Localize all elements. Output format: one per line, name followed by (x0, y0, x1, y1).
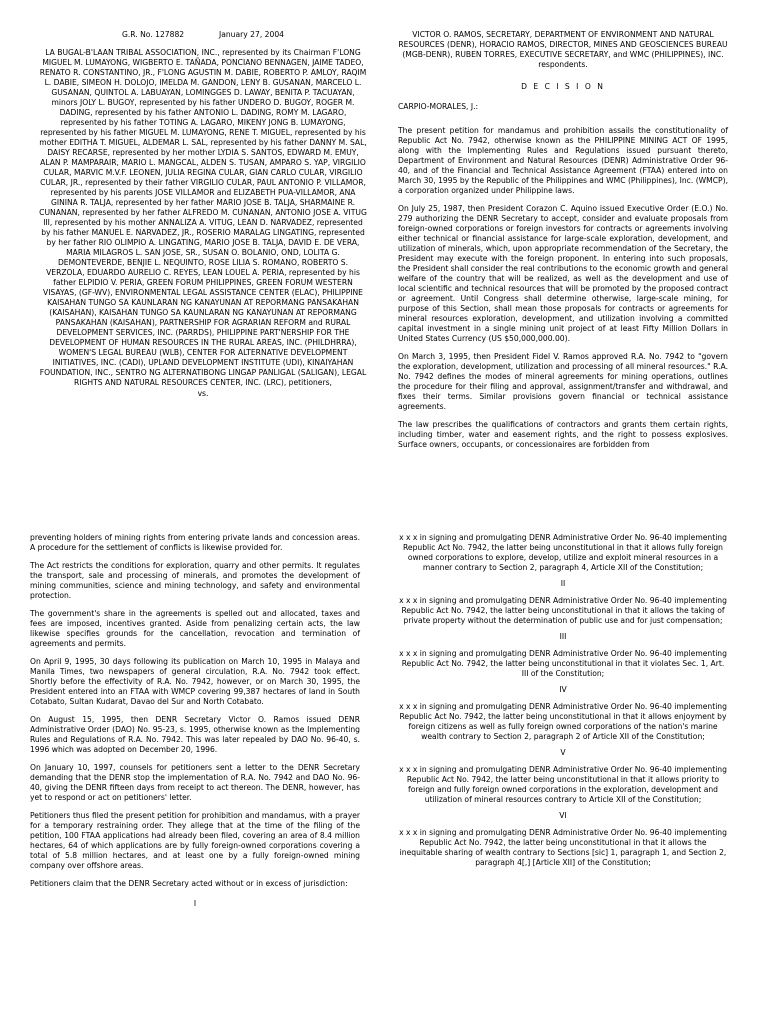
body-paragraph: The Act restricts the conditions for exploration, quarry and other permits. It regulates the transport, sale and processing of minerals, and promotes the development of mining communities, science and mining technology, and safety and environmental protection. (30, 561, 360, 600)
decision-intro-column (398, 30, 728, 458)
decision-paragraph: The present petition for mandamus and prohibition assails the constitutionality of Republic Act No. 7942, otherwise known as the PHILIPPINE MINING ACT OF 1995, along with the Implementing Rules and Regulations issued pursuant thereto, Department of Environment and Natural Resources (DENR) Administrative Order 96-40, and of the Financial and Technical Assistance Agreement (FTAA) entered into on March 30, 1995 by the Republic of the Philippines and WMC (Philippines), Inc. (WMCP), a corporation organized under Philippine laws. (398, 126, 728, 195)
ground-paragraph: x x x in signing and promulgating DENR Administrative Order No. 96-40 implementing Republic Act No. 7942, the latter being unconstitutional in that it allows the inequitable sharing of wealth contrary to Sections [sic] 1, paragraph 1, and Section 2, paragraph 4[,] [Article XII] of the Constitution; (399, 828, 727, 867)
decision-heading: D E C I S I O N (521, 82, 605, 91)
respondents-caption: VICTOR O. RAMOS, SECRETARY, DEPARTMENT OF ENVIRONMENT AND NATURAL RESOURCES (DENR), HORACIO RAMOS, DIRECTOR, MINES AND GEOSCIENCES BUREAU (MGB-DENR), RUBEN TORRES, EXECUTIVE SECRETARY, and WMC (PHILIPPINES), INC. respondents. (398, 30, 728, 69)
ground-paragraph: x x x in signing and promulgating DENR Administrative Order No. 96-40 implementing Republic Act No. 7942, the latter being unconstitutional in that it allows the taking of private property without the determination of public use and for just compensation; (399, 596, 727, 625)
body-column-left (30, 533, 360, 909)
decision-paragraph: On July 25, 1987, then President Corazon C. Aquino issued Executive Order (E.O.) No. 279 authorizing the DENR Secretary to accept, consider and evaluate proposals from foreign-owned corporations or foreign investors for contracts or agreements involving either technical or financial assistance for large-scale exploration, development, and utilization of minerals, which, upon appropriate recommendation of the Secretary, the President may execute with the foreign proponent. In entering into such proposals, the President shall consider the real contributions to the economic growth and general welfare of the country that will be realized, as well as the development and use of local scientific and technical resources that will be promoted by the proposed contract or agreement. Until Congress shall determine otherwise, large-scale mining, for purpose of this Section, shall mean those proposals for contracts or agreements for mineral resources exploration, development, and utilization involving a committed capital investment in a single mining unit project of at least Fifty Million Dollars in United States Currency (US $50,000,000.00). (398, 204, 728, 343)
roman-numeral-heading: II (560, 579, 566, 588)
roman-numeral-heading: IV (559, 685, 567, 694)
body-paragraphs (30, 533, 360, 889)
body-paragraph: On April 9, 1995, 30 days following its publication on March 10, 1995 in Malaya and Manila Times, two newspapers of general circulation, R.A. No. 7942 took effect. Shortly before the effectivity of R.A. No. 7942, however, or on March 30, 1995, the President entered into an FTAA with WMCP covering 99,387 hectares of land in South Cotabato, Sultan Kudarat, Davao del Sur and North Cotabato. (30, 657, 360, 706)
body-paragraph: preventing holders of mining rights from entering private lands and concession areas. A procedure for the settlement of conflicts is likewise provided for. (30, 533, 360, 552)
roman-numeral-heading: I (193, 899, 197, 908)
body-paragraph: Petitioners claim that the DENR Secretary acted without or in excess of jurisdiction: (30, 879, 348, 888)
versus-label: vs. (197, 389, 209, 398)
roman-numeral-heading: VI (559, 811, 567, 820)
ground-paragraph: x x x in signing and promulgating DENR Administrative Order No. 96-40 implementing Republic Act No. 7942, the latter being unconstitutional in that it violates Sec. 1, Art. III of the Constitution; (399, 649, 727, 678)
roman-numeral-heading: V (560, 748, 566, 757)
decision-paragraphs (398, 126, 728, 450)
body-paragraph: On August 15, 1995, then DENR Secretary Victor O. Ramos issued DENR Administrative Order (DAO) No. 95-23, s. 1995, otherwise known as the Implementing Rules and Regulations of R.A. No. 7942. This was later repealed by DAO No. 96-40, s. 1996 which was adopted on December 20, 1996. (30, 715, 360, 754)
caption-column (38, 30, 368, 399)
ground-paragraph: x x x in signing and promulgating DENR Administrative Order No. 96-40 implementing Republic Act No. 7942, the latter being unconstitutional in that it allows fully foreign owned corporations to explore, develop, utilize and exploit mineral resources in a manner contrary to Section 2, paragraph 4, Article XII of the Constitution; (399, 533, 727, 572)
ground-paragraph: x x x in signing and promulgating DENR Administrative Order No. 96-40 implementing Republic Act No. 7942, the latter being unconstitutional in that it allows priority to foreign and fully foreign owned corporations in the exploration, development and utilization of mineral resources contrary to Article XII of the Constitution; (399, 765, 727, 804)
body-paragraph: Petitioners thus filed the present petition for prohibition and mandamus, with a prayer for a temporary restraining order. They allege that at the time of the filing of the petition, 100 FTAA applications had already been filed, covering an area of 8.4 million hectares, 64 of which applications are by fully foreign-owned corporations covering a total of 5.8 million hectares, and at least one by a fully foreign-owned mining company over offshore areas. (30, 811, 360, 870)
decision-paragraph: The law prescribes the qualifications of contractors and grants them certain rights, including timber, water and easement rights, and the right to possess explosives. Surface owners, occupants, or concessionaires are forbidden from (398, 420, 728, 449)
case-header (38, 30, 368, 40)
decision-paragraph: On March 3, 1995, then President Fidel V. Ramos approved R.A. No. 7942 to "govern the exploration, development, utilization and processing of all mineral resources." R.A. No. 7942 defines the modes of mineral agreements for mining operations, outlines the procedure for their filing and approval, assignment/transfer and withdrawal, and fixes their terms. Similar provisions govern financial or technical assistance agreements. (398, 352, 728, 411)
roman-numeral-heading: III (559, 632, 567, 641)
body-paragraph: On January 10, 1997, counsels for petitioners sent a letter to the DENR Secretary demanding that the DENR stop the implementation of R.A. No. 7942 and DAO No. 96-40, giving the DENR fifteen days from receipt to act thereon. The DENR, however, has yet to respond or act on petitioners' letter. (30, 763, 360, 802)
ground-paragraph: x x x in signing and promulgating DENR Administrative Order No. 96-40 implementing Republic Act No. 7942, the latter being unconstitutional in that it allows enjoyment by foreign citizens as well as fully foreign owned corporations of the nation's marine wealth contrary to Section 2, paragraph 2 of Article XII of the Constitution; (399, 702, 727, 741)
ponente: CARPIO-MORALES, J.: (398, 102, 479, 111)
body-paragraph: The government's share in the agreements is spelled out and allocated, taxes and fees are imposed, incentives granted. Aside from penalizing certain acts, the law likewise specifies grounds for the cancellation, revocation and termination of agreements and permits. (30, 609, 360, 648)
petitioners-caption: LA BUGAL-B'LAAN TRIBAL ASSOCIATION, INC., represented by its Chairman F'LONG MIGUEL M. LUMAYONG, WIGBERTO E. TAÑADA, PONCIANO BENNAGEN, JAIME TADEO, RENATO R. CONSTANTINO, JR., F'LONG AGUSTIN M. DABIE, ROBERTO P. AMLOY, RAQIM L. DABIE, SIMEON H. DOLOJO, IMELDA M. GANDON, LENY B. GUSANAN, MARCELO L. GUSANAN, QUINTOL A. LABUAYAN, LOMINGGES D. LAWAY, BENITA P. TACUAYAN, minors JOLY L. BUGOY, represented by his father UNDERO D. BUGOY, ROGER M. DADING, represented by his father ANTONIO L. DADING, ROMY M. LAGARO, represented by his father TOTING A. LAGARO, MIKENY JONG B. LUMAYONG, represented by his father MIGUEL M. LUMAYONG, RENE T. MIGUEL, represented by his mother EDITHA T. MIGUEL, ALDEMAR L. SAL, represented by his father DANNY M. SAL, DAISY RECARSE, represented by her mother LYDIA S. SANTOS, EDWARD M. EMUY, ALAN P. MAMPARAIR, MARIO L. MANGCAL, ALDEN S. TUSAN, AMPARO S. YAP, VIRGILIO CULAR, MARVIC M.V.F. LEONEN, JULIA REGINA CULAR, GIAN CARLO CULAR, VIRGILIO CULAR, JR., represented by their father VIRGILIO CULAR, PAUL ANTONIO P. VILLAMOR, represented by his parents JOSE VILLAMOR and ELIZABETH PUA-VILLAMOR, ANA GININA R. TALJA, represented by her father MARIO JOSE B. TALJA, SHARMAINE R. CUNANAN, represented by her father ALFREDO M. CUNANAN, ANTONIO JOSE A. VITUG III, represented by his mother ANNALIZA A. VITUG, LEAN D. NARVADEZ, represented by his father MANUEL E. NARVADEZ, JR., ROSERIO MARALAG LINGATING, represented by her father RIO OLIMPIO A. LINGATING, MARIO JOSE B. TALJA, DAVID E. DE VERA, MARIA MILAGROS L. SAN JOSE, SR., SUSAN O. BOLANIO, OND, LOLITA G. DEMONTEVERDE, BENJIE L. NEQUINTO, ROSE LILIA S. ROMANO, ROBERTO S. VERZOLA, EDUARDO AURELIO C. REYES, LEAN LOUEL A. PERIA, represented by his father ELPIDIO V. PERIA, GREEN FORUM PHILIPPINES, GREEN FORUM WESTERN VISAYAS, (GF-WV), ENVIRONMENTAL LEGAL ASSISTANCE CENTER (ELAC), PHILIPPINE KAISAHAN TUNGO SA KAUNLARAN NG KANAYUNAN AT REPORMANG PANSAKAHAN (KAISAHAN), KAISAHAN TUNGO SA KAUNLARAN NG KANAYUNAN AT REPORMANG PANSAKAHAN (KAISAHAN), PARTNERSHIP FOR AGRARIAN REFORM and RURAL DEVELOPMENT SERVICES, INC. (PARRDS), PHILIPPINE PART'NERSHIP FOR THE DEVELOPMENT OF HUMAN RESOURCES IN THE RURAL AREAS, INC. (PHILDHRRA), WOMEN'S LEGAL BUREAU (WLB), CENTER FOR ALTERNATIVE DEVELOPMENT INITIATIVES, INC. (CADI), UPLAND DEVELOPMENT INSTITUTE (UDI), KINAIYAHAN FOUNDATION, INC., SENTRO NG ALTERNATIBONG LINGAP PANLIGAL (SALIGAN), LEGAL RIGHTS AND NATURAL RESOURCES CENTER, INC. (LRC), petitioners, (39, 48, 367, 387)
decision-date: January 27, 2004 (218, 30, 284, 39)
gr-number: G.R. No. 127882 (121, 30, 185, 39)
grounds-list (398, 533, 728, 868)
grounds-column (398, 533, 728, 868)
